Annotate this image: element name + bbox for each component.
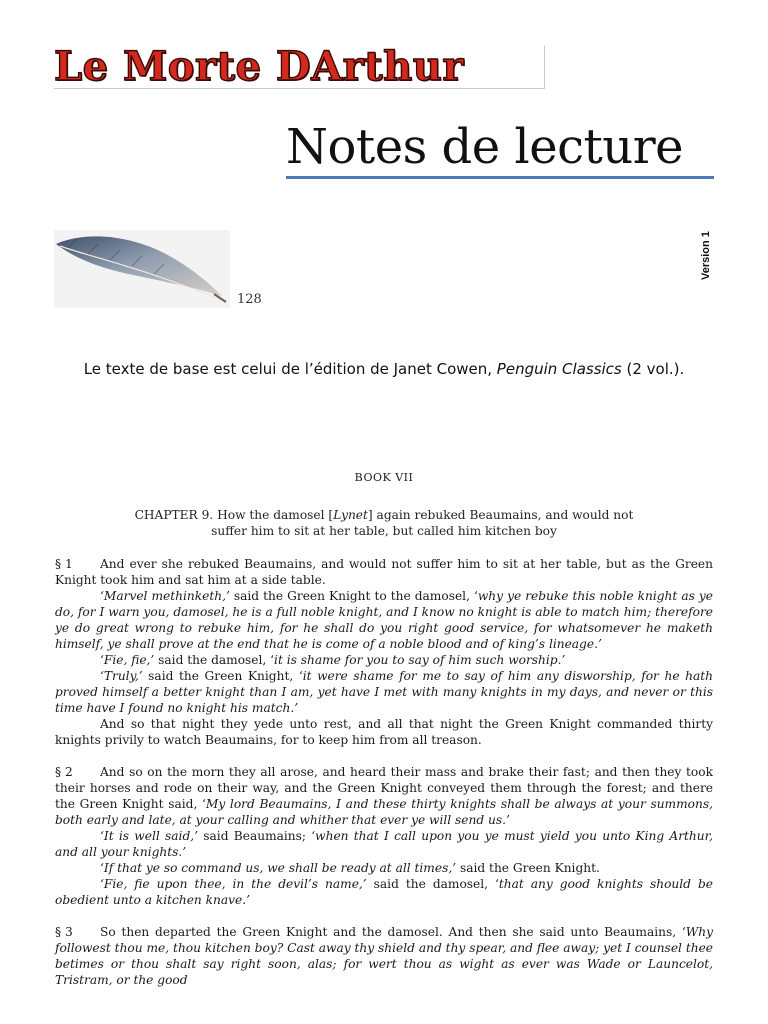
narration: said the damosel, ‘ bbox=[154, 653, 275, 667]
quoted-speech: Why followest thou me, thou kitchen boy? Cast away thy shield and thy spear, and flee away; yet I counsel thee betimes or thou shalt say right soon, alas; for wert thou as wight as ever was Wade or Launcelot, Tristram, or the good bbox=[55, 925, 713, 987]
paragraph bbox=[55, 860, 713, 876]
quoted-speech: ‘Marvel methinketh,’ bbox=[100, 589, 230, 603]
narration: said the Green Knight, ‘ bbox=[142, 669, 303, 683]
section-paragraph bbox=[55, 556, 713, 588]
narration: said the damosel, ‘ bbox=[366, 877, 499, 891]
paragraph bbox=[55, 716, 713, 748]
section-paragraph bbox=[55, 924, 713, 988]
narration: said Beaumains; ‘ bbox=[198, 829, 316, 843]
section-paragraph bbox=[55, 764, 713, 828]
edition-name: Penguin Classics bbox=[496, 360, 622, 378]
base-note-volumes: (2 vol.). bbox=[621, 360, 685, 378]
section-number: § 1 bbox=[55, 557, 73, 571]
narration: So then departed the Green Knight and the damosel. And then she said unto Beaumains, ‘ bbox=[100, 925, 686, 939]
narration: said the Green Knight. bbox=[456, 861, 600, 875]
quoted-speech: that any good knights should be obedient unto a kitchen knave.’ bbox=[55, 877, 713, 907]
base-text-note bbox=[0, 360, 768, 378]
quoted-speech: ‘Truly,’ bbox=[100, 669, 143, 683]
section-number: § 3 bbox=[55, 925, 73, 939]
book-heading: BOOK VII bbox=[354, 471, 414, 484]
chapter-heading-rest: ] again rebuked Beaumains, and would not suffer him to sit at her table, but called him kitchen boy bbox=[211, 508, 634, 538]
narration: And so on the morn they all arose, and heard their mass and brake their fast; and then they took their horses and rode on their way, and the Green Knight conveyed them through the forest; and there the Green Knight said, ‘ bbox=[55, 765, 713, 811]
paragraph bbox=[55, 588, 713, 652]
quoted-speech: ‘If that ye so command us, we shall be ready at all times,’ bbox=[100, 861, 457, 875]
narration: And so that night they yede unto rest, and all that night the Green Knight commanded thirty knights privily to watch Beaumains, for to keep him from all treason. bbox=[55, 717, 713, 747]
chapter-body bbox=[55, 556, 713, 988]
paragraph bbox=[55, 828, 713, 860]
chapter-heading bbox=[120, 507, 648, 539]
document-title: Le Morte DArthur bbox=[54, 46, 545, 89]
version-label: Version 1 bbox=[700, 231, 712, 281]
quoted-speech: why ye rebuke this noble knight as ye do, for I warn you, damosel, he is a full noble knight, and I know no knight is able to match him; therefore ye do great wrong to rebuke him, for he shall do you right good service, for whatsomever he maketh himself, ye shall prove at the end that he is come of a noble blood and of king’s lineage.’ bbox=[55, 589, 713, 651]
quoted-speech: My lord Beaumains, I and these thirty knights shall be always at your summons, both early and late, at your calling and whither that ever ye will send us.’ bbox=[55, 797, 713, 827]
quoted-speech: ‘Fie, fie upon thee, in the devil’s name,’ bbox=[100, 877, 367, 891]
quoted-speech: when that I call upon you ye must yield you unto King Arthur, and all your knights.’ bbox=[55, 829, 713, 859]
quoted-speech: ‘It is well said,’ bbox=[100, 829, 198, 843]
feather-quill-icon bbox=[54, 230, 230, 308]
quoted-speech: it is shame for you to say of him such worship.’ bbox=[274, 653, 566, 667]
document-subtitle: Notes de lecture bbox=[286, 119, 684, 175]
subtitle-underline bbox=[286, 176, 714, 179]
page-number: 128 bbox=[237, 292, 262, 307]
narration: And ever she rebuked Beaumains, and would not suffer him to sit at her table, but as the Green Knight took him and sat him at a side table. bbox=[55, 557, 713, 587]
narration: said the Green Knight to the damosel, ‘ bbox=[229, 589, 478, 603]
quoted-speech: ‘Fie, fie,’ bbox=[100, 653, 155, 667]
paragraph bbox=[55, 652, 713, 668]
base-note-text: Le texte de base est celui de l’édition de Janet Cowen, bbox=[83, 360, 497, 378]
paragraph bbox=[55, 876, 713, 908]
chapter-heading-prefix: CHAPTER 9. How the damosel [ bbox=[134, 508, 334, 522]
section-number: § 2 bbox=[55, 765, 73, 779]
quoted-speech: it were shame for me to say of him any disworship, for he hath proved himself a better knight than I am, yet have I met with many knights in my days, and never or this time have I found no knight his match.’ bbox=[55, 669, 713, 715]
chapter-heading-name: Lynet bbox=[333, 508, 368, 522]
paragraph bbox=[55, 668, 713, 716]
